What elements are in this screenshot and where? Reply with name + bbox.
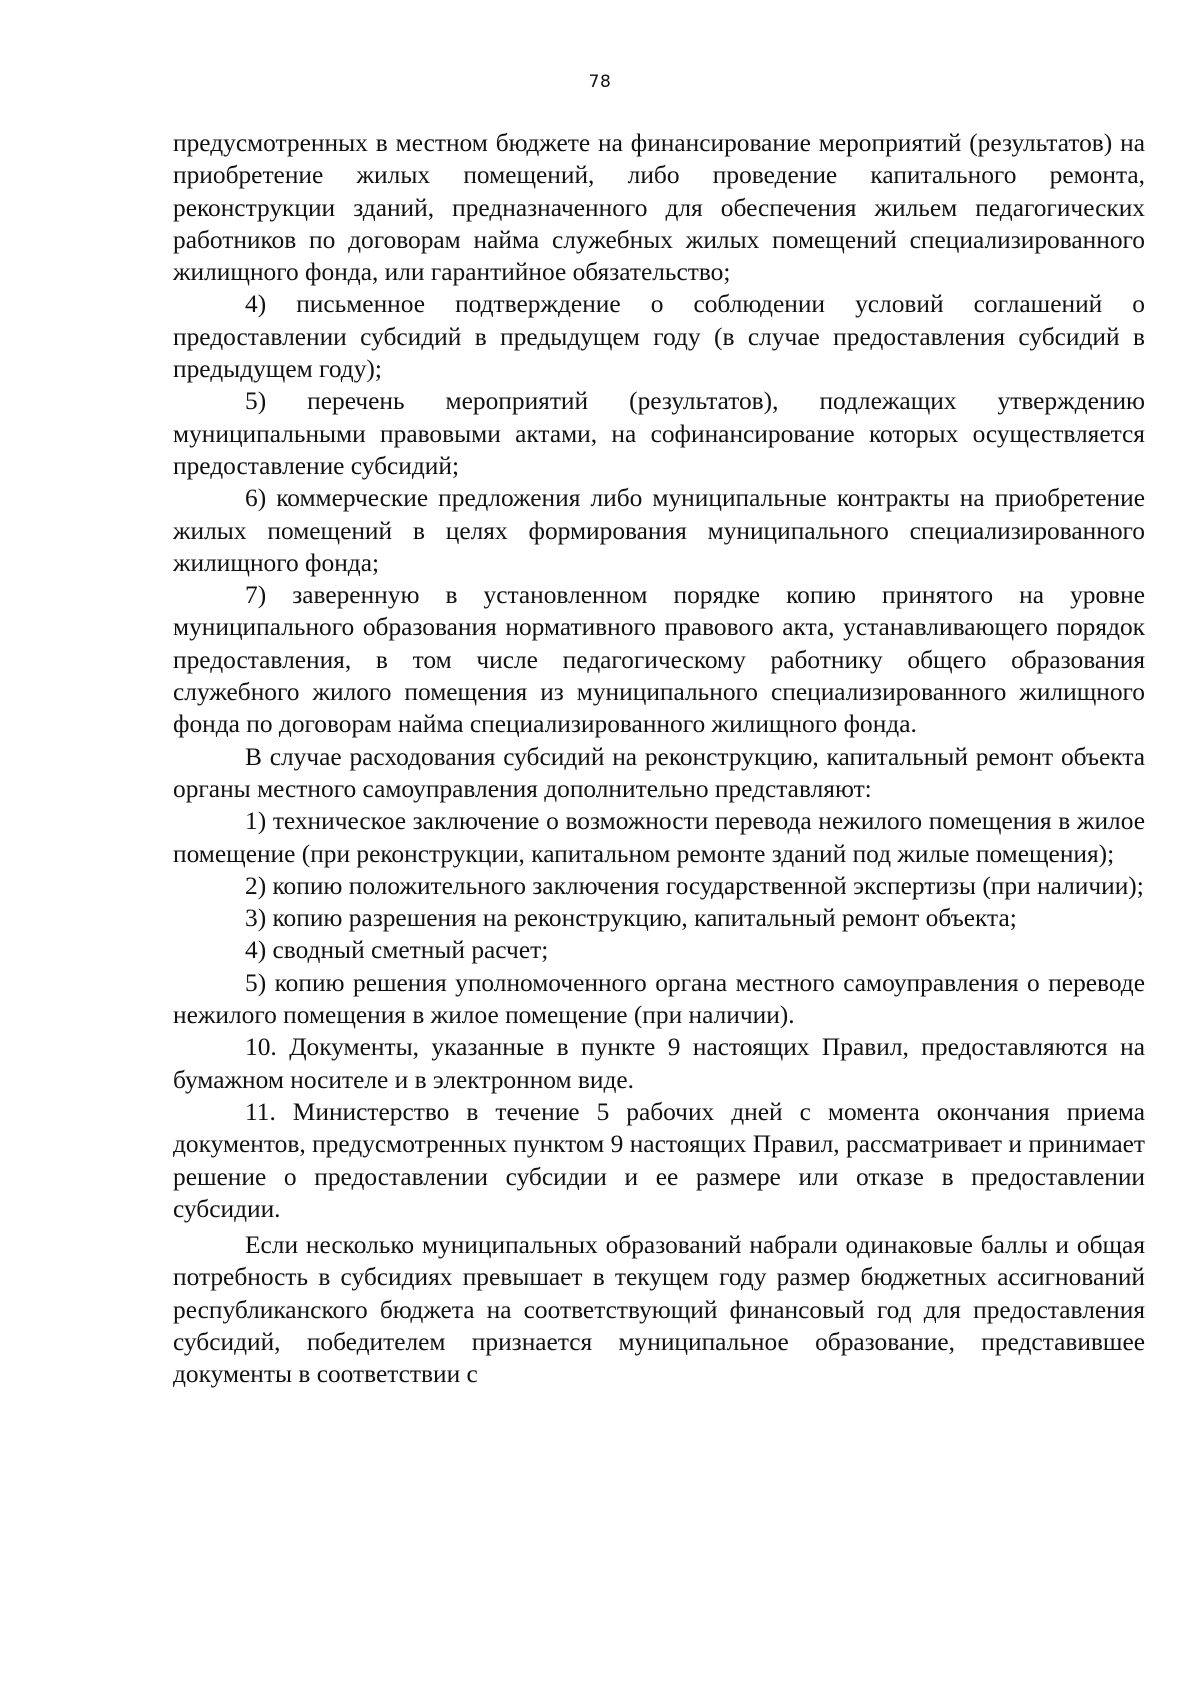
list-item-6: 6) коммерческие предложения либо муниципальные контракты на приобретение жилых помещений в целях формирования муниципального специализированного жилищного фонда; (173, 484, 1145, 577)
list-item-4: 4) письменное подтверждение о соблюдении условий соглашений о предоставлении субсидий в предыдущем году (в случае предоставления субсидий в предыдущем году); (173, 290, 1145, 384)
clause-11: 11. Министерство в течение 5 рабочих дней с момента окончания приема документов, предусмотренных пунктом 9 настоящих Правил, рассматривает и принимает решение о предоставлении субсидии и ее размере или отказе в предоставлении субсидии. (173, 1097, 1145, 1223)
reconstruction-item-1: 1) техническое заключение о возможности перевода нежилого помещения в жилое помещение (при реконструкции, капитальном ремонте зданий под жилые помещения); (173, 807, 1145, 868)
paragraph-tie-rule: Если несколько муниципальных образований набрали одинаковые баллы и общая потребность в субсидиях превышает в текущем году размер бюджетных ассигнований республиканского бюджета на соответствующий финансовый год для предоставления субсидий, победителем признается муниципальное образование, представившее документы в соответствии с (173, 1231, 1145, 1389)
paragraph-reconstruction-intro: В случае расходования субсидий на реконструкцию, капитальный ремонт объекта органы местного самоуправления дополнительно представляют: (173, 742, 1145, 803)
list-item-5: 5) перечень мероприятий (результатов), подлежащих утверждению муниципальными правовыми актами, на софинансирование которых осуществляется предоставление субсидий; (173, 387, 1145, 480)
clause-10: 10. Документы, указанные в пункте 9 настоящих Правил, предоставляются на бумажном носителе и в электронном виде. (173, 1033, 1145, 1094)
reconstruction-item-4: 4) сводный сметный расчет; (245, 936, 549, 965)
reconstruction-item-5: 5) копию решения уполномоченного органа местного самоуправления о переводе нежилого помещения в жилое помещение (при наличии). (173, 968, 1145, 1030)
paragraph-continuation: предусмотренных в местном бюджете на финансирование мероприятий (результатов) на приобретение жилых помещений, либо проведение капитального ремонта, реконструкции зданий, предназначенного для обеспечения жильем педагогических работников по договорам найма служебных жилых помещений специализированного жилищного фонда, или гарантийное обязательство; (173, 129, 1145, 287)
reconstruction-item-2: 2) копию положительного заключения государственной экспертизы (при наличии); (245, 871, 1144, 900)
document-body (173, 127, 1145, 1391)
page-number: 78 (588, 72, 612, 92)
reconstruction-item-3: 3) копию разрешения на реконструкцию, капитальный ремонт объекта; (245, 904, 1017, 933)
list-item-7: 7) заверенную в установленном порядке копию принятого на уровне муниципального образования нормативного правового акта, устанавливающего порядок предоставления, в том числе педагогическому работнику общего образования служебного жилого помещения из муниципального специализированного жилищного фонда по договорам найма специализированного жилищного фонда. (173, 581, 1145, 739)
